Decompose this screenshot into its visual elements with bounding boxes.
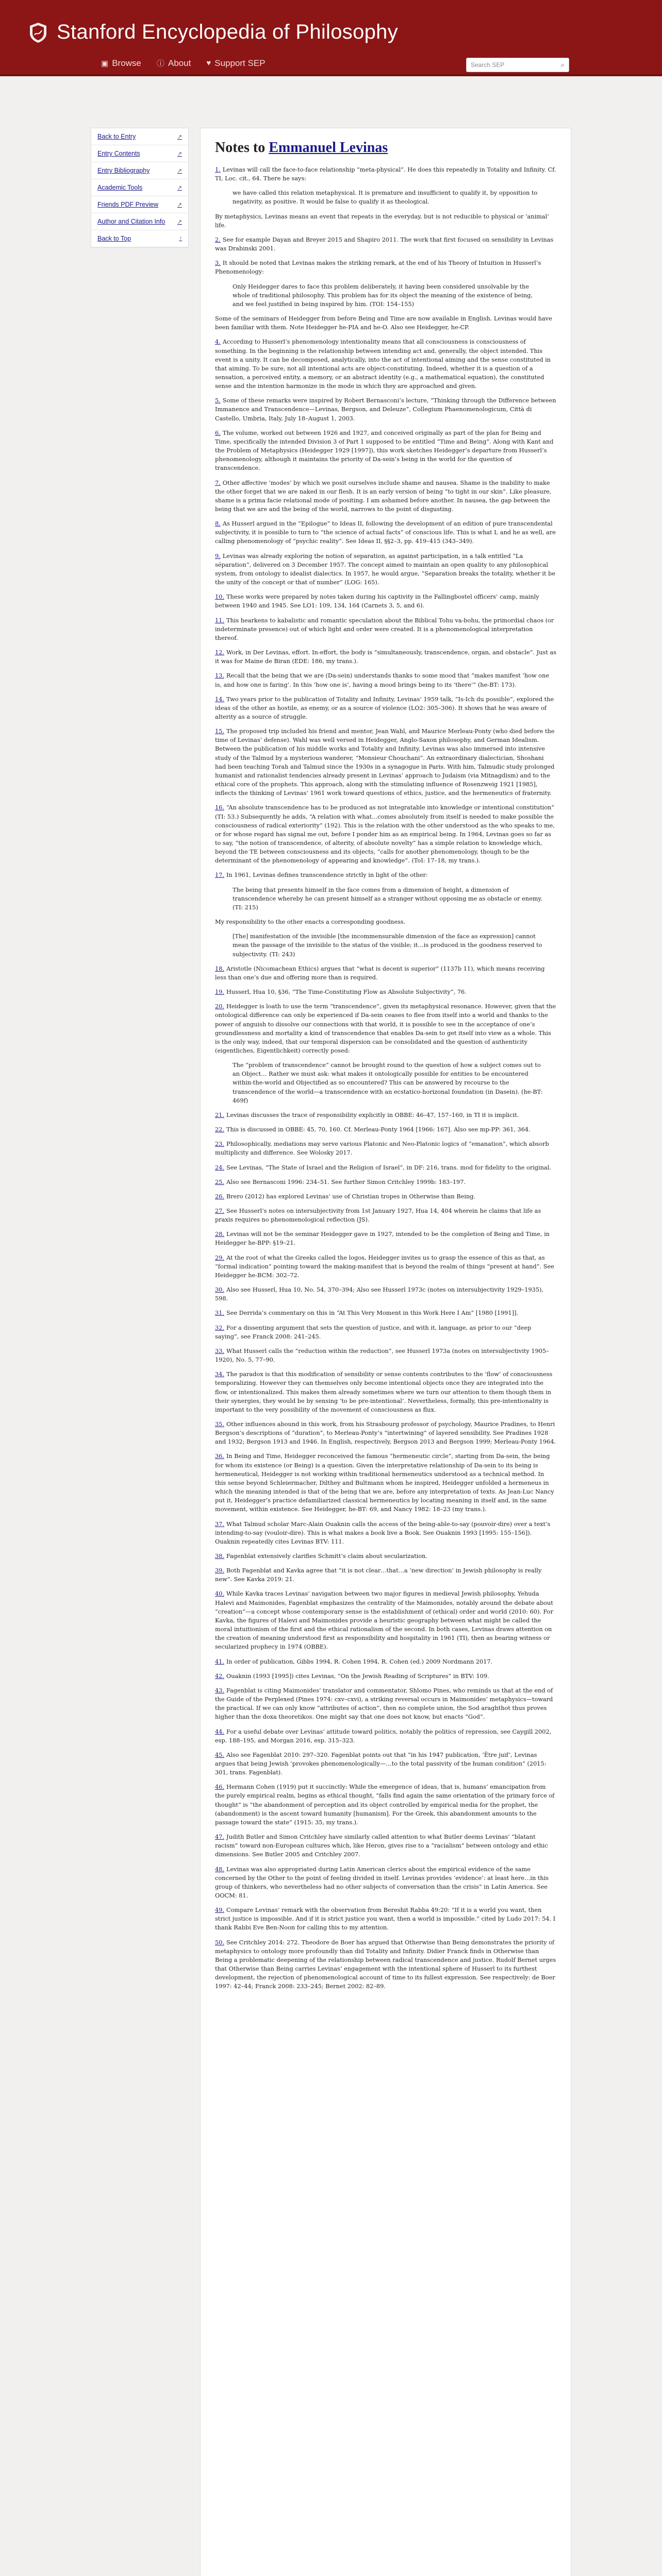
- note-item: [215, 988, 556, 996]
- nav-browse[interactable]: [101, 58, 141, 69]
- note-quote: The “problem of transcendence” cannot be brought round to the question of how a subject comes out to an Object… Rather we must ask: what makes it ontologically possible for entities to be encountered within-the-world and Objectified as so encountered? This can be answered by recourse to the transcendence of the world—a transcendence with an ecstatico-horizonal foundation (in Dasein). (he-BT: 469f): [233, 1062, 543, 1104]
- note-item: [215, 337, 556, 391]
- entry-link[interactable]: Emmanuel Levinas: [269, 140, 388, 156]
- note-item: [215, 1657, 556, 1666]
- note-text: Fagenblat is citing Maimonides’ translator and commentator, Shlomo Pines, who reminds us that at the end of the Guide of the Perplexed (Pines 1974: cxv–cxvi), a striking reversal occurs in Maimonides’ metaphysics—toward the practical. If we can only know “attributes of action”, then no complete union, the Sod araghthot thus proves higher than the doxa theoretikos. One might say that one does not know, but enacts “God”.: [215, 1687, 553, 1721]
- note-text: By metaphysics, Levinas means an event that repeats in the everyday, but is not reducible to physical or ‘animal’ life.: [215, 213, 549, 229]
- sidebar-item-label: Friends PDF Preview: [97, 201, 159, 208]
- note-text: The proposed trip included his friend and mentor, Jean Wahl, and Maurice Merleau-Ponty (who died before the time of Levinas’ defense). Wahl was well versed in Heidegger, Anglo-Saxon philosophy, and German Idealism. Between the publication of his middle works and Totality and Infinity, Levinas was also immersed into intensive study of the Talmud by a mysterious wanderer, “Monsieur Chouchani”. An extraordinary dialectician, Shoshani had been teaching Torah and Talmud since the 1930s in a synagogue in Paris. With him, Talmudic study prolonged humanist and rationalist tendencies already present in Levinas’ approach to Judaism (via Mitnagdism) and to the ethical core of the prophets. This approach, along with the stimulating influence of Rosenzweig 1921 [1985], inflects the thinking of Levinas’ 1961 work toward questions of ethics, justice, and the hermeneutics of fraternity.: [215, 728, 555, 797]
- support-icon: ♥: [206, 59, 211, 67]
- note-number-link[interactable]: 27.: [215, 1208, 224, 1214]
- note-text: The paradox is that this modification of sensibility or sense contents contributes to the ‘flow’ of consciousness temporalizing. However they can themselves only become intentional objects once they are integrated into the flow, or intentionalized. This makes them already sometimes where we turn our attention to them though them in their synergies, they would be by sensing ‘to be pre-intentional’. Nevertheless, formally, this pre-intentionality is important to the very possibility of the movement of consciousness as flux.: [215, 1371, 553, 1413]
- note-text: See Husserl’s notes on intersubjectivity from 1st January 1927, Hua 14, 404 wherein he claims that life as praxis requires no phenomenological reflection (JS).: [215, 1208, 541, 1224]
- sidebar-item-label: Academic Tools: [97, 184, 143, 191]
- note-item: [215, 1751, 556, 1777]
- note-item: [215, 1906, 556, 1932]
- note-number-link[interactable]: 6.: [215, 429, 221, 436]
- note-number-link[interactable]: 50.: [215, 1939, 224, 1946]
- sidebar-item-pdf-preview[interactable]: [91, 196, 188, 213]
- note-number-link[interactable]: 20.: [215, 1003, 224, 1010]
- note-number-link[interactable]: 15.: [215, 728, 224, 735]
- sidebar-item-label: Entry Contents: [97, 150, 140, 157]
- note-number-link[interactable]: 18.: [215, 965, 224, 972]
- note-quote: [The] manifestation of the invisible [the incommensurable dimension of the face as expression] cannot mean the passage of the invisible to the status of the visible; it…is produced in the goodness reserved to subjectivity. (TI: 243): [233, 933, 542, 958]
- note-number-link[interactable]: 39.: [215, 1567, 224, 1574]
- note-text: Levinas will call the face-to-face relationship “meta-physical”. He does this repeatedly in Totality and Infinity. Cf. TI, Loc. cit., 64. There he says:: [215, 166, 556, 182]
- note-text: Also see Fagenblat 2010: 297–320. Fagenblat points out that “in his 1947 publication, ‘Être juif’, Levinas argues that being Jewish ‘provokes phenomenologically—…to the total passivity of the human condition” (2015: 301, trans. Fagenblat).: [215, 1751, 547, 1776]
- note-item: [215, 1686, 556, 1722]
- note-text: Brero (2012) has explored Levinas’ use of Christian tropes in Otherwise than Being.: [226, 1193, 476, 1200]
- note-text: Levinas was also appropriated during Latin American clerics about the empirical evidence of the same concerned by the Other to the point of feeling divided in itself. Levinas provides ‘evidence’: at least here…in this group of thinkers, who nevertheless had no other subjects of conversation than the crisis” in Latin America. See OOCM: 81.: [215, 1866, 549, 1899]
- note-number-link[interactable]: 10.: [215, 594, 224, 601]
- note-item: [215, 1192, 556, 1201]
- sidebar-item-academic-tools[interactable]: [91, 179, 188, 196]
- note-text: Levinas will not be the seminar Heidegger gave in 1927, intended to be the completion of Being and Time, in Heidegger he-BPP: §19–21.: [215, 1231, 550, 1247]
- note-text: It should be noted that Levinas makes the striking remark, at the end of his Theory of Intuition in Husserl’s Phenomenology:: [215, 260, 541, 276]
- page-title: [215, 140, 556, 156]
- note-number-link[interactable]: 49.: [215, 1907, 224, 1914]
- note-number-link[interactable]: 25.: [215, 1178, 224, 1185]
- sidebar-item-label: Back to Top: [97, 235, 131, 242]
- note-text: Aristotle (Nicomachean Ethics) argues that “what is decent is superior” (1137b 11), which means receiving less than one’s due and offering more than is required.: [215, 965, 545, 981]
- note-item: [215, 1207, 556, 1224]
- note-number-link[interactable]: 2.: [215, 236, 221, 243]
- arrow-up-icon: ↑: [179, 235, 182, 242]
- note-number-link[interactable]: 24.: [215, 1164, 224, 1171]
- note-number-link[interactable]: 26.: [215, 1193, 224, 1200]
- external-link-icon: ↗: [177, 150, 182, 157]
- note-item: [215, 671, 556, 689]
- note-text: Compare Levinas’ remark with the observation from Bereshit Rabba 49:20: “If it is a world you want, then strict justice is impossible. And if it is strict justice you want, then a world is impossible.” cited by Ludo 2017: 54. I thank Rabbi Eve Ben-Noon for calling this to my attention.: [215, 1907, 556, 1931]
- note-number-link[interactable]: 19.: [215, 989, 224, 996]
- note-item: [215, 1324, 556, 1341]
- sidebar-item-bibliography[interactable]: [91, 162, 188, 179]
- note-item: [215, 1163, 556, 1172]
- note-item: [215, 479, 556, 514]
- sidebar-item-back-to-entry[interactable]: [91, 128, 188, 145]
- note-number-link[interactable]: 17.: [215, 872, 224, 879]
- note-text: As Husserl argued in the “Epilogue” to Ideas II, following the development of an edition of pure transcendental subjectivity, it is possible to turn to “the science of actual facts” of conscious life. This is what I, and he as well, are calling phenomenology of “psychic reality”. See Ideas II, §§2–3, pp. 419–415 (343–349).: [215, 520, 556, 545]
- note-item: [215, 1178, 556, 1187]
- note-text: Fagenblat extensively clarifies Schmitt’s claim about secularization.: [226, 1553, 428, 1560]
- note-text: Hermann Cohen (1919) put it succinctly: While the emergence of ideas, that is, humans’ emancipation from the purely empirical realm, begins as ethical thought, “falls find again the same orientation of the primary force of thought” is “the abandonment of perception and its object controlled by empirical media for the prophet, the (abandonment) is the ascent toward humanity [humanism]. For the Greek, this abandonment amounts to the passage toward the state” (1915: 35, my trans.).: [215, 1784, 555, 1826]
- note-number-link[interactable]: 42.: [215, 1672, 224, 1680]
- note-text: See Derrida’s commentary on this in “At This Very Moment in this Work Here I Am” [1980 [1991]].: [226, 1310, 519, 1317]
- note-number-link[interactable]: 40.: [215, 1590, 224, 1598]
- note-text: Other affective ‘modes’ by which we posit ourselves include shame and nausea. Shame is the inability to make the other forget that we are naked in our flesh. It is an early version of being “to tight in our skin”. Like pleasure, shame is a prima facie relational mode of positing. I am ashamed before another. In nausea, the gap between the being that we are and the being of the world, narrows to the point of disgusting.: [215, 479, 552, 513]
- nav-support[interactable]: [206, 58, 265, 69]
- note-item: [215, 803, 556, 865]
- note-number-link[interactable]: 12.: [215, 649, 224, 656]
- note-number-link[interactable]: 36.: [215, 1453, 224, 1460]
- site-header: [0, 0, 662, 76]
- note-text: See Levinas, “The State of Israel and the Religion of Israel”, in DF: 216, trans. mod for fidelity to the original.: [226, 1164, 551, 1171]
- note-number-link[interactable]: 35.: [215, 1420, 224, 1428]
- note-item: [215, 1420, 556, 1446]
- brand[interactable]: [27, 21, 398, 44]
- note-text: At the root of what the Greeks called the logos, Heidegger invites us to grasp the essence of this as that, as “formal indication” pointing toward the making-manifest that is beyond the realm of things “present at hand”. See Heidegger he-BCM: 302–72.: [215, 1254, 554, 1279]
- note-number-link[interactable]: 28.: [215, 1231, 224, 1238]
- note-text: For a useful debate over Levinas’ attitude toward politics, notably the politics of repression, see Caygill 2002, esp. 188–195, and Morgan 2016, esp. 315–323.: [215, 1728, 552, 1744]
- note-number-link[interactable]: 11.: [215, 617, 224, 624]
- sidebar-item-entry-contents[interactable]: [91, 145, 188, 162]
- note-item: [215, 1833, 556, 1859]
- note-text: Ouaknin (1993 [1995]) cites Levinas, “On the Jewish Reading of Scriptures” in BTV: 109.: [226, 1672, 489, 1680]
- note-number-link[interactable]: 22.: [215, 1126, 224, 1133]
- note-text: Philosophically, mediations may serve various Platonic and Neo-Platonic logics of “emanation”, which absorb multiplicity and difference. See Wolosky 2017.: [215, 1141, 549, 1157]
- note-number-link[interactable]: 38.: [215, 1553, 224, 1560]
- note-text: The volume, worked out between 1926 and 1927, and conceived originally as part of the plan for Being and Time, specifically the intended Division 3 of Part 1 supposed to be entitled “Time and Being”. Along with Kant and the Problem of Metaphysics (Heidegger 1929 [1997]), this work sketches Heidegger’s departure from Husserl’s phenomenology, although it maintains the priority of Da-sein’s being in the world for the question of transcendence.: [215, 429, 554, 472]
- note-item: [215, 1230, 556, 1247]
- note-item: [215, 1140, 556, 1157]
- note-text: This is discussed in OBBE: 45, 70, 160. Cf. Merleau-Ponty 1964 [1966: 167]. Also see mp-PP: 361, 364.: [226, 1126, 531, 1133]
- external-link-icon: ↗: [177, 167, 182, 174]
- note-text: Work, in Der Levinas, effort. In-effort, the body is “simultaneously, transcendence, organ, and obstacle”. Just as it was for Maine de Biran (EDE: 186, my trans.).: [215, 649, 556, 665]
- note-item: [215, 212, 556, 230]
- note-number-link[interactable]: 23.: [215, 1141, 224, 1148]
- note-number-link[interactable]: 14.: [215, 696, 224, 703]
- note-item: [215, 1520, 556, 1546]
- book-icon: ▣: [101, 59, 109, 68]
- note-item: [215, 519, 556, 546]
- note-text: In Being and Time, Heidegger reconceived the famous “hermeneutic circle”, starting from Da-sein, the being for whom its existence (or Being) is a question. Given the interpretative relationship of Da-sein to its being is hermeneutical, Heidegger is not working within traditional hermeneutics understood as a technical method. In this sense beyond Schleiermacher, Dilthey and Bultmann whom he inspired, Heidegger unfolded a hermeneus in which the meaning intended is that of the being that we are, before any interpretation of texts. As Jean-Luc Nancy put it, Heidegger’s practice defamiliarized classical hermeneutics by locating meaning in itself and, in the same movement, within existence. See Heidegger, he-BT: 69, and Nancy 1982: 18–23 (my trans.).: [215, 1453, 554, 1513]
- note-text: While Kavka traces Levinas’ navigation between two major figures in medieval Jewish philosophy, Yehuda Halevi and Maimonides, Fagenblat emphasizes the centrality of the Maimonides, notably around the debate about “creation”—a concept whose contemporary sense is the establishment of (ethical) order and world (2010: 60). For Kavka, the figures of Halevi and Maimonides provide a heuristic geography between what might be called the moral intuitionism of the first and the ethical rationalism of the second. In both cases, Levinas draws attention on the creation of meaning understood first as responsibility and hospitality in 1961 (TI), then as bearing witness or secularized prophecy in 1974 (OBBE).: [215, 1590, 554, 1651]
- note-item: [215, 1938, 556, 1991]
- note-text: My responsibility to the other enacts a corresponding goodness.: [215, 919, 406, 926]
- external-link-icon: ↗: [177, 133, 182, 140]
- external-link-icon: ↗: [177, 201, 182, 208]
- note-item: [215, 648, 556, 666]
- page-title-prefix: Notes to: [215, 140, 266, 156]
- note-number-link[interactable]: 13.: [215, 672, 224, 680]
- note-number-link[interactable]: 32.: [215, 1324, 224, 1331]
- note-number-link[interactable]: 41.: [215, 1658, 224, 1665]
- note-text: Husserl, Hua 10, §36, “The Time-Constituting Flow as Absolute Subjectivity”, 76.: [226, 989, 467, 996]
- note-number-link[interactable]: 29.: [215, 1254, 224, 1261]
- note-quote: The being that presents himself in the face comes from a dimension of height, a dimension of transcendence whereby he can present himself as a stranger without opposing me as obstacle or enemy. (TI: 215): [233, 886, 542, 911]
- notes-content: [200, 128, 571, 2576]
- note-number-link[interactable]: 33.: [215, 1347, 224, 1354]
- note-item: [215, 1111, 556, 1120]
- note-item: [215, 1002, 556, 1055]
- note-text: Both Fagenblat and Kavka agree that “it is not clear…that…a ‘new direction’ in Jewish philosophy is really new”. See Kavka 2019: 21.: [215, 1567, 542, 1583]
- note-item: [215, 1672, 556, 1681]
- note-text: Also see Bernasconi 1996: 234–51. See further Simon Critchley 1999b: 183–197.: [226, 1178, 466, 1185]
- note-text: These works were prepared by notes taken during his captivity in the Fallingbostel officers’ camp, mainly between 1940 and 1945. See LO1: 109, 134, 164 (Carnets 3, 5, and 6).: [215, 594, 539, 609]
- note-item: [215, 259, 556, 276]
- note-item: [215, 165, 556, 183]
- note-number-link[interactable]: 5.: [215, 397, 221, 404]
- note-item: [215, 1589, 556, 1651]
- note-item: [215, 1285, 556, 1303]
- note-text: Also see Husserl, Hua 10, No. 54, 370–394; Also see Husserl 1973c (notes on intersubjectivity 1929–1935), 598.: [215, 1286, 544, 1302]
- note-item: [215, 235, 556, 253]
- note-text: “An absolute transcendence has to be produced as not integratable into knowledge or intentional constitution” (TI: 53.) Subsequently he adds, “A relation with what…comes absolutely from itself is needed to make possible the consciousness of radical exteriority” (192). This is the relation with the other understood as the who speaks to me, or for whose regard has signal me out, before I ponder him as an empirical being. In 1964, Levinas goes so far as to say, “the notion of transcendence, of alterity, of absolute novelty” has a simple relation to knowledge which, beyond the TE between consciousness and its objects, “calls for another phenomenology, though to be the determinant of the phenomenology of appearing and knowledge”. (ToI: 17–18, my trans.).: [215, 804, 555, 865]
- entry-sidebar: [91, 128, 189, 248]
- note-number-link[interactable]: 45.: [215, 1751, 224, 1758]
- note-item: [215, 1783, 556, 1827]
- nav-about[interactable]: [157, 58, 191, 69]
- external-link-icon: ↗: [177, 218, 182, 225]
- sidebar-item-label: Entry Bibliography: [97, 167, 150, 174]
- note-item: [215, 616, 556, 642]
- note-item: [215, 1552, 556, 1561]
- note-item: [215, 1370, 556, 1414]
- sidebar-item-back-to-top[interactable]: [91, 230, 188, 247]
- note-number-link[interactable]: 43.: [215, 1687, 224, 1694]
- note-text: Levinas discusses the trace of responsibility explicitly in OBBE: 46–47, 157–160, in TI it is implicit.: [226, 1111, 519, 1118]
- note-text: What Talmud scholar Marc-Alain Ouaknin calls the access of the being-able-to-say (pouvoir-dire) over a text’s intending-to-say (vouloir-dire). This is what makes a book live a Book. See Ouaknin 1993 [1995: 155–156]). Ouaknin repeatedly cites Levinas BTV: 111.: [215, 1520, 551, 1545]
- note-item: [215, 429, 556, 473]
- external-link-icon: ↗: [177, 184, 182, 191]
- main-nav: [101, 58, 266, 69]
- search-icon[interactable]: ⌕: [560, 61, 565, 69]
- note-item: [215, 964, 556, 982]
- nav-support-label: Support SEP: [214, 58, 266, 68]
- note-number-link[interactable]: 30.: [215, 1286, 224, 1294]
- note-item: [215, 918, 556, 926]
- note-item: [215, 1347, 556, 1364]
- note-quote: we have called this relation metaphysical. It is premature and insufficient to qualify it, by opposition to negativity, as positive. It would be false to qualify it as theological.: [233, 190, 538, 206]
- note-number-link[interactable]: 37.: [215, 1520, 224, 1528]
- search-placeholder: Search SEP: [471, 61, 505, 69]
- note-text: See Critchley 2014: 272. Theodore de Boer has argued that Otherwise than Being demonstrates the priority of metaphysics to ontology more profoundly than did Totality and Infinity. Didier Franck finds in Otherwise than Being a problematic deepening of the relationship between radical transcendence and justice. Rudolf Bernet urges that Otherwise than Being carries Levinas’ engagement with the intentional sphere of Husserl to its furthest development, the rejection of phenomenological account of time to its fullest expression. See respectively: de Boer 1997: 42–44; Franck 2008: 233–245; Bernet 2002: 82–89.: [215, 1939, 556, 1990]
- note-number-link[interactable]: 47.: [215, 1834, 224, 1841]
- note-text: What Husserl calls the “reduction within the reduction”, see Husserl 1973a (notes on intersubjectivity 1905–1920), No. 5, 77–90.: [215, 1347, 549, 1364]
- note-text: Some of these remarks were inspired by Robert Bernasconi’s lecture, “Thinking through the Difference between Immanence and Transcendence—Levinas, Bergson, and Deleuze”, Collegium Phaenomenologicum, Città di Castello, Umbria, Italy, July 18–August 1, 2003.: [215, 397, 556, 422]
- sidebar-item-label: Back to Entry: [97, 133, 136, 140]
- info-icon: ⓘ: [156, 59, 164, 68]
- note-item: [215, 871, 556, 879]
- note-text: Two years prior to the publication of Totality and Infinity, Levinas’ 1959 talk, “Is-Ich du possible”, explored the ideas of the other as hostile, as enemy, or as a source of violence (LO2: 305–306). It shows that he was aware of alterity as a source of struggle.: [215, 696, 554, 720]
- note-text: Other influences abound in this work, from his Strasbourg professor of psychology, Maurice Pradines, to Henri Bergson’s descriptions of “duration”, to Merleau-Ponty’s “intertwining” of layered sensibility. See Pradines 1928 and 1932; Bergson 1913 and 1946. In English, respectively, Bergson 2013 and Bergson 1999; Merleau-Ponty 1964.: [215, 1420, 556, 1446]
- note-item: [215, 396, 556, 422]
- note-text: Recall that the being that we are (Da-sein) understands thanks to some mood that “makes manifest ‘how one is, and how one is faring’. In this ‘how one is’, having a mood brings being to its ‘there’” (he-BT: 173).: [215, 672, 550, 688]
- note-number-link[interactable]: 31.: [215, 1310, 224, 1317]
- note-number-link[interactable]: 48.: [215, 1866, 224, 1873]
- note-item: [215, 1865, 556, 1901]
- note-item: [215, 1253, 556, 1280]
- note-item: [215, 1566, 556, 1584]
- note-number-link[interactable]: 7.: [215, 479, 221, 486]
- note-text: Heidegger is loath to use the term “transcendence”, given its metaphysical resonance. However, given that the ontological difference can only be experienced if Da-sein ceases to flee from itself into a world and thanks to the power of anguish to dissolve our connections with that world, it is possible to see in the acceptance of one’s groundlessness and mortality a kind of transcendence that enables Da-sein to get itself into view as a whole. This is the only way, indeed, that our temporal dispersion can be consolidated and the question of authenticity (eigentliches, Eigentlichkeit) correctly posed:: [215, 1003, 556, 1054]
- note-number-link[interactable]: 46.: [215, 1784, 224, 1791]
- search-input[interactable]: [466, 58, 569, 72]
- note-item: [215, 695, 556, 721]
- note-item: [215, 314, 556, 332]
- note-text: Some of the seminars of Heidegger from before Being and Time are now available in English. Levinas would have been familiar with them. Note Heidegger he-PIA and he-O. Also see Heidegger, he-CP.: [215, 315, 552, 331]
- sidebar-item-label: Author and Citation Info: [97, 218, 166, 225]
- site-title: Stanford Encyclopedia of Philosophy: [57, 21, 399, 43]
- notes-list: [215, 165, 556, 1991]
- note-number-link[interactable]: 16.: [215, 804, 224, 811]
- note-number-link[interactable]: 4.: [215, 338, 221, 346]
- note-number-link[interactable]: 1.: [215, 166, 221, 173]
- note-text: Levinas was already exploring the notion of separation, as against participation, in a talk entitled “La séparation”, delivered on 3 December 1957. The concept aimed to maintain an open quality to any philosophical system, from ontology to idealist dialectics. In 1957, he would argue, “Separation breaks the totality, whether it be the unity of the concept or that of number” (LOG: 165).: [215, 552, 556, 586]
- note-text: Judith Butler and Simon Critchley have similarly called attention to what Butler deems Levinas’ “blatant racism” toward non-European cultures which, like Heron, gives rise to a “racialism” between ontology and ethic dimensions. See Butler 2005 and Critchley 2007.: [215, 1834, 548, 1858]
- nav-about-label: About: [168, 58, 191, 68]
- note-item: [215, 727, 556, 798]
- note-number-link[interactable]: 8.: [215, 520, 221, 528]
- note-number-link[interactable]: 34.: [215, 1371, 224, 1378]
- note-text: In 1961, Levinas defines transcendence strictly in light of the other:: [226, 872, 428, 879]
- note-text: In order of publication, Gibbs 1994, R. Cohen 1994, R. Cohen (ed.) 2009 Nordmann 2017.: [226, 1658, 493, 1665]
- note-quote: Only Heidegger dares to face this problem deliberately, it having been considered unsolvable by the whole of traditional philosophy. This problem has for its object the meaning of the existence of being, and we feel justified in being inspired by him. (TOI: 154–155): [233, 283, 533, 308]
- note-item: [215, 1452, 556, 1514]
- note-item: [215, 1125, 556, 1134]
- note-item: [215, 592, 556, 610]
- note-number-link[interactable]: 3.: [215, 260, 221, 267]
- sidebar-item-author-citation[interactable]: [91, 213, 188, 230]
- note-number-link[interactable]: 21.: [215, 1111, 224, 1118]
- note-number-link[interactable]: 44.: [215, 1728, 224, 1735]
- note-number-link[interactable]: 9.: [215, 552, 221, 560]
- note-item: [215, 552, 556, 587]
- note-item: [215, 1309, 556, 1317]
- note-text: See for example Dayan and Breyer 2015 and Shapiro 2011. The work that first focused on sensibility in Levinas was Drabinski 2001.: [215, 236, 554, 252]
- note-item: [215, 1727, 556, 1745]
- note-text: According to Husserl’s phenomenology intentionality means that all consciousness is consciousness of something. In the beginning is the relationship between intending act and, generally, the object intended. This event is a unity. It can be decomposed, analytically, into the act of intentional aiming and the sense constituted in that aiming. To be sure, not all intentional acts are object-constituting. Indeed, whether it is a question of a sensation, a perceived entity, a memory, or an abstract identity (e.g., a mathematical equation), the constituted sense and the intention harmonize in the mode in which they are approached and given.: [215, 338, 551, 390]
- note-text: This hearkens to kabalistic and romantic speculation about the Biblical Tohu va-bohu, the primordial chaos (or indeterminate presence) out of which light and order were created. It is a phenomenological interpretation thereof.: [215, 617, 554, 641]
- sep-logo-icon: [27, 21, 49, 44]
- note-text: For a dissenting argument that sets the question of justice, and with it, language, as prior to our “deep saying”, see Franck 2008: 241–245.: [215, 1324, 532, 1340]
- nav-browse-label: Browse: [112, 58, 141, 68]
